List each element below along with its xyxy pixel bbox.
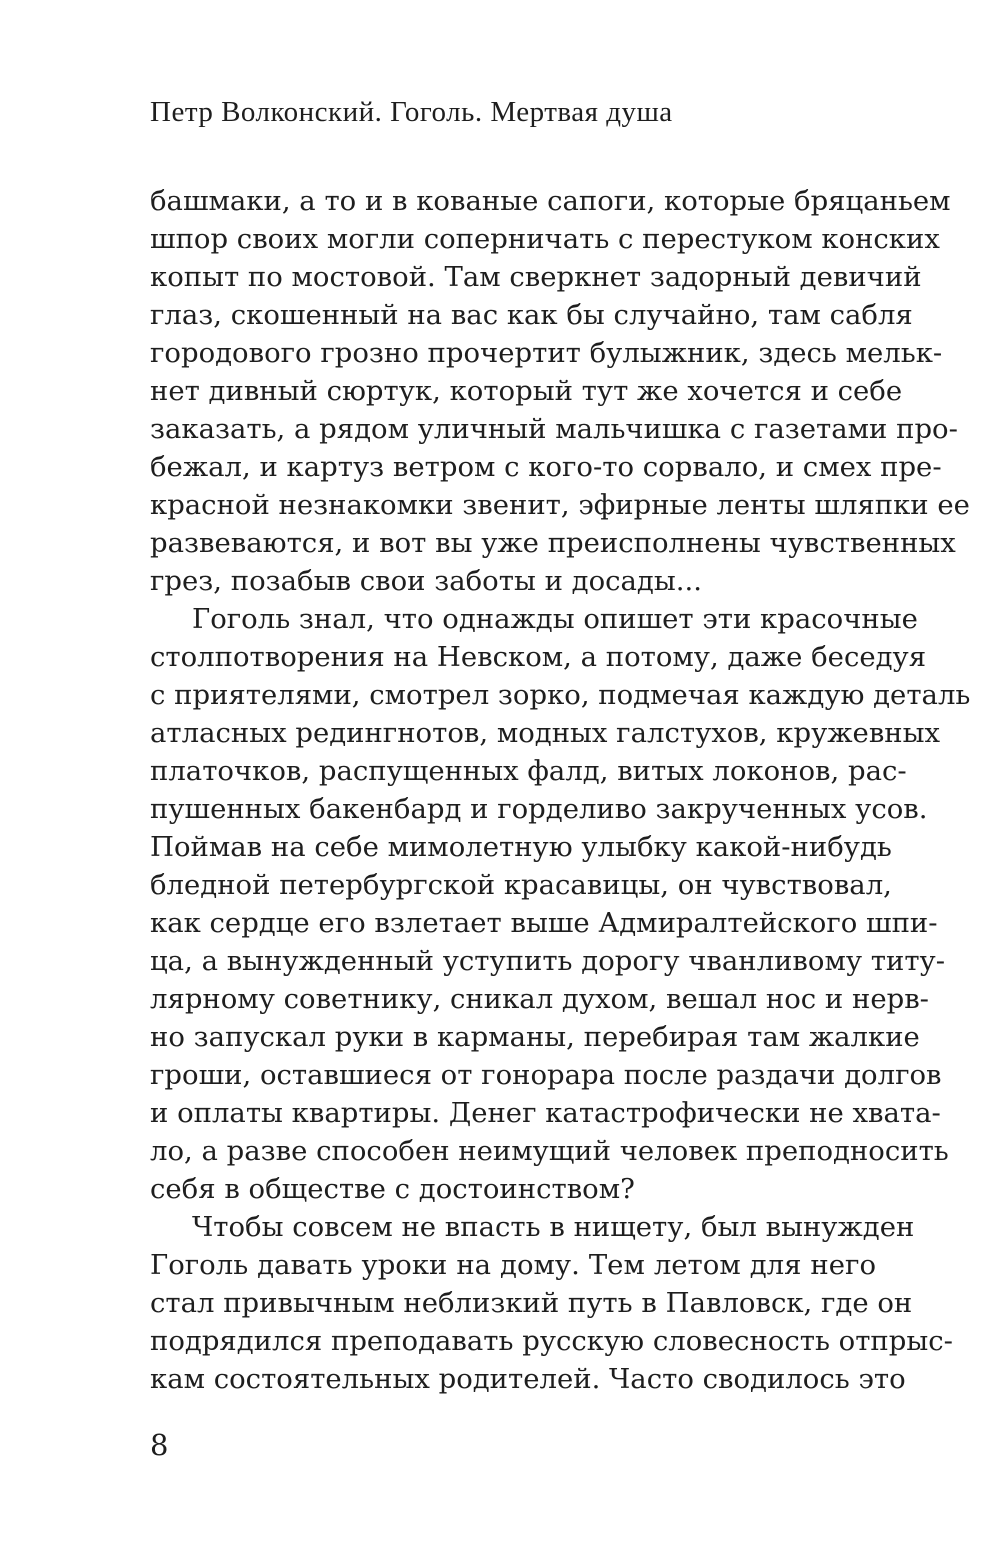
text-line: шпор своих могли соперничать с перестуком конских (150, 223, 940, 255)
text-line: Гоголь давать уроки на дому. Тем летом для него (150, 1249, 876, 1281)
text-line: башмаки, а то и в кованые сапоги, которые бряцаньем (150, 185, 951, 217)
text-line: бледной петербургской красавицы, он чувствовал, (150, 869, 892, 901)
text-line: с приятелями, смотрел зорко, подмечая каждую деталь (150, 679, 971, 711)
text-line: ло, а разве способен неимущий человек преподносить (150, 1135, 949, 1167)
text-line: ца, а вынужденный уступить дорогу чванливому титу- (150, 945, 946, 977)
text-line: пушенных бакенбард и горделиво закрученных усов. (150, 793, 928, 825)
text-line: глаз, скошенный на вас как бы случайно, там сабля (150, 299, 913, 331)
text-line: лярному советнику, сникал духом, вешал нос и нерв- (150, 983, 929, 1015)
paragraph-end-line: себя в обществе с достоинством? (150, 1173, 635, 1205)
paragraph-end-line: грез, позабыв свои заботы и досады... (150, 565, 702, 597)
text-line: заказать, а рядом уличный мальчишка с газетами про- (150, 413, 958, 445)
text-line: копыт по мостовой. Там сверкнет задорный девичий (150, 261, 922, 293)
text-line: нет дивный сюртук, который тут же хочется и себе (150, 375, 903, 407)
text-line: развеваются, и вот вы уже преисполнены чувственных (150, 527, 956, 559)
paragraph-start-line: Чтобы совсем не впасть в нищету, был вынужден (192, 1211, 915, 1243)
text-line: кам состоятельных родителей. Часто сводилось это (150, 1363, 906, 1395)
text-line: столпотворения на Невском, а потому, даже беседуя (150, 641, 927, 673)
body-text (150, 182, 971, 1398)
paragraph-start-line: Гоголь знал, что однажды опишет эти красочные (192, 603, 918, 635)
running-head: Петр Волконский. Гоголь. Мертвая душа (150, 96, 673, 128)
text-line: стал привычным неблизкий путь в Павловск, где он (150, 1287, 913, 1319)
text-line: платочков, распущенных фалд, витых локонов, рас- (150, 755, 907, 787)
text-line: и оплаты квартиры. Денег катастрофически не хвата- (150, 1097, 941, 1129)
text-line: красной незнакомки звенит, эфирные ленты шляпки ее (150, 489, 970, 521)
text-line: бежал, и картуз ветром с кого-то сорвало, и смех пре- (150, 451, 942, 483)
text-line: но запускал руки в карманы, перебирая там жалкие (150, 1021, 920, 1053)
text-line: атласных редингнотов, модных галстухов, кружевных (150, 717, 941, 749)
text-line: городового грозно прочертит булыжник, здесь мельк- (150, 337, 943, 369)
text-line: подрядился преподавать русскую словесность отпрыс- (150, 1325, 953, 1357)
page-number: 8 (150, 1428, 169, 1462)
text-line: как сердце его взлетает выше Адмиралтейского шпи- (150, 907, 938, 939)
text-line: Поймав на себе мимолетную улыбку какой-нибудь (150, 831, 892, 863)
text-line: гроши, оставшиеся от гонорара после раздачи долгов (150, 1059, 942, 1091)
